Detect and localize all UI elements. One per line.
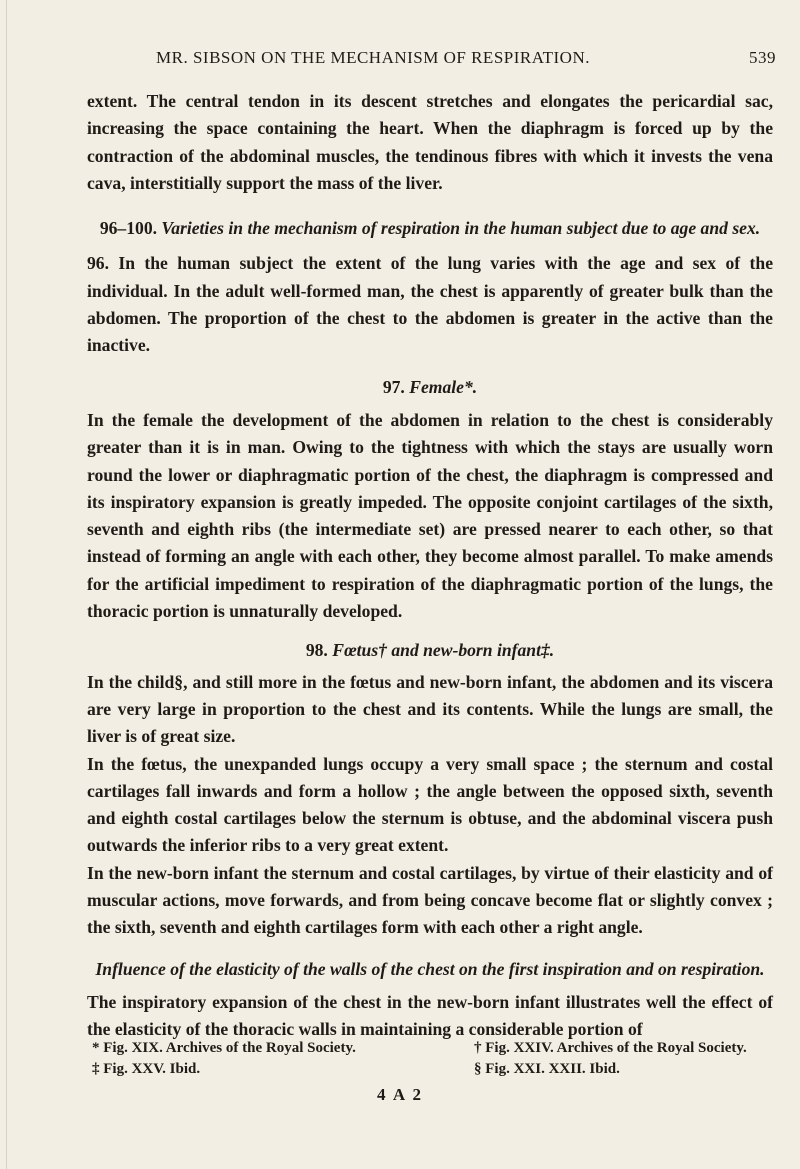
paragraph: In the female the development of the abdomen in relation to the chest is considerably greater than it is in man. Owing to the tightness with which the stays are usually worn round the lower or diaphragmatic portion of the chest, the diaphragm is compressed and its inspiratory expansion is greatly impeded. The opposite conjoint cartilages of the sixth, seventh and eighth ribs (the intermediate set) are pressed nearer to each other, so that instead of forming an angle with each other, they become almost parallel. To make amends for the artificial impediment to respiration of the diaphragmatic portion of the lungs, the thoracic portion is unnaturally developed. xyxy=(87,409,773,622)
section-heading xyxy=(87,215,773,242)
section-number: 98. xyxy=(305,640,328,661)
signature-mark: 4 A 2 xyxy=(377,1085,423,1104)
section-number: 97. xyxy=(382,376,405,397)
paragraph: In the child§, and still more in the fœtus and new-born infant, the abdomen and its viscera are very large in proportion to the chest and its contents. While the lungs are small, the liver is of great size. xyxy=(87,671,773,747)
section-title: Female*. xyxy=(409,376,478,397)
paragraph: In the new-born infant the sternum and costal cartilages, by virtue of their elasticity and of muscular actions, move forwards, and from being concave become flat or slightly convex ; the sixth, seventh and eighth cartilages form with each other a right angle. xyxy=(87,862,773,938)
paragraph: In the fœtus, the unexpanded lungs occupy a very small space ; the sternum and costal cartilages fall inwards and form a hollow ; the angle between the opposed sixth, seventh and eighth costal cartilages below the sternum is obtuse, and the abdominal viscera push outwards the inferior ribs to a very great extent. xyxy=(87,753,773,856)
footnote: § Fig. XXI. XXII. Ibid. xyxy=(474,1061,620,1077)
section-title: Varieties in the mechanism of respiration in the human subject due to age and sex. xyxy=(161,218,761,239)
footnotes xyxy=(92,1038,772,1080)
paragraph: extent. The central tendon in its descent stretches and elongates the pericardial sac, increasing the space containing the heart. When the diaphragm is forced up by the contraction of the abdominal muscles, the tendinous fibres with which it invests the vena cava, interstitially support the mass of the liver. xyxy=(87,91,773,193)
scan-edge xyxy=(6,0,7,1169)
paragraph: The inspiratory expansion of the chest in the new-born infant illustrates well the effect of the elasticity of the thoracic walls in maintaining a considerable portion of xyxy=(87,991,773,1040)
section-heading xyxy=(87,374,773,401)
footnote: * Fig. XIX. Archives of the Royal Society. xyxy=(92,1040,356,1056)
section-heading xyxy=(87,637,773,664)
running-title: MR. SIBSON ON THE MECHANISM OF RESPIRATION. xyxy=(156,48,590,67)
page-number: 539 xyxy=(749,48,776,67)
section-title: Fœtus† and new-born infant‡. xyxy=(332,640,555,661)
section-number: 96–100. xyxy=(99,218,158,239)
main-text xyxy=(87,88,773,1044)
footnote: † Fig. XXIV. Archives of the Royal Society. xyxy=(474,1040,747,1056)
paragraph: 96. In the human subject the extent of the lung varies with the age and sex of the individual. In the adult well-formed man, the chest is apparently of greater bulk than the abdomen. The proportion of the chest to the abdomen is greater in the active than the inactive. xyxy=(87,253,773,356)
section-heading: Influence of the elasticity of the walls of the chest on the first inspiration and on respiration. xyxy=(95,958,765,979)
footnote: ‡ Fig. XXV. Ibid. xyxy=(92,1061,201,1077)
